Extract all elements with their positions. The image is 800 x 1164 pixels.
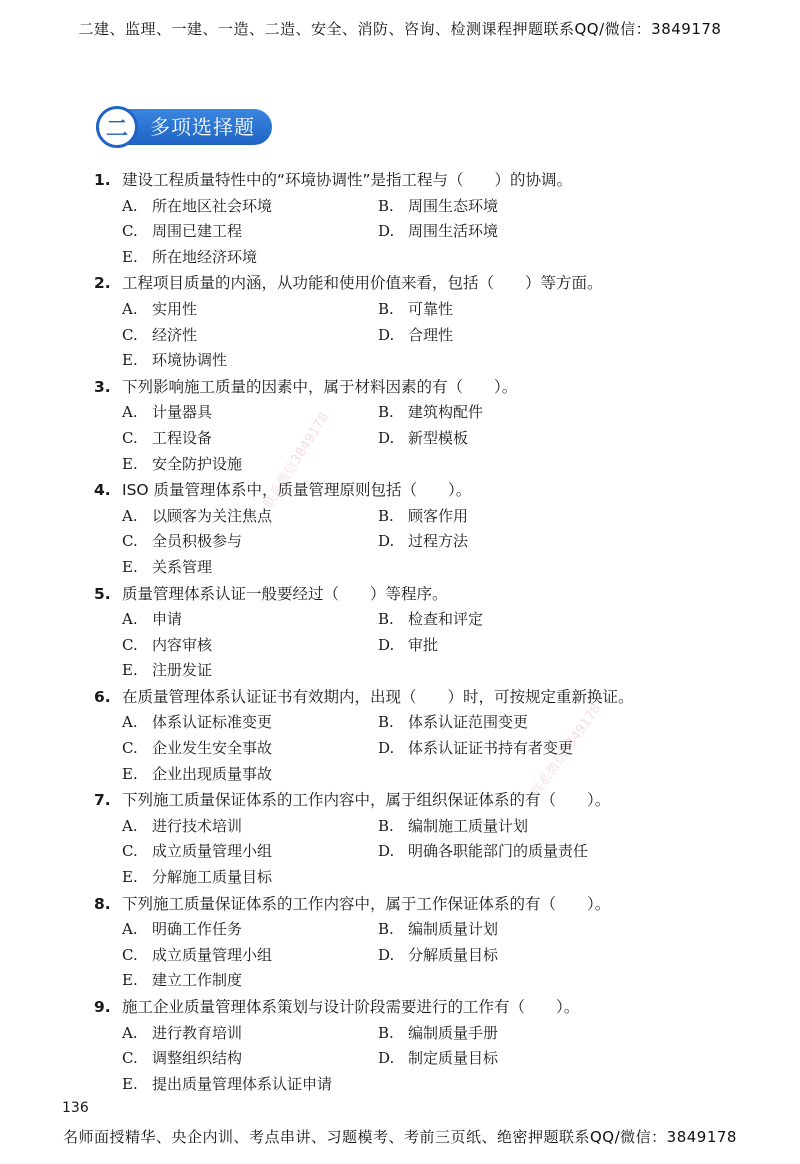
option-text: 体系认证范围变更 [408,713,529,732]
option-letter: A. [122,506,138,525]
option-letter: B. [378,713,394,732]
option-text: 周围已建工程 [152,222,243,241]
question-number: 2. [94,274,111,293]
question-text: 下列施工质量保证体系的工作内容中，属于组织保证体系的有（ ）。 [122,791,611,810]
watermark: 联系微信3849178 [528,701,605,800]
option-b [378,504,634,530]
option-text: 内容审核 [152,635,213,654]
option-b [378,297,634,323]
option-text: 体系认证标准变更 [152,713,273,732]
option-list [94,710,754,787]
question-item [94,375,754,477]
option-b [378,194,634,220]
option-a [122,297,378,323]
option-b [378,1021,634,1047]
option-list [94,1021,754,1098]
question-text: 施工企业质量管理体系策划与设计阶段需要进行的工作有（ ）。 [122,998,580,1016]
option-c [122,736,378,762]
option-text: 进行教育培训 [152,1023,243,1042]
option-d [378,736,634,762]
question-number: 8. [94,894,111,913]
option-letter: B. [378,1023,394,1042]
option-text: 工程设备 [152,428,213,447]
option-c [122,633,378,659]
option-letter: A. [122,920,138,939]
option-text: 关系管理 [152,557,213,576]
option-d [378,1046,634,1072]
option-letter: A. [122,1023,138,1042]
option-letter: D. [378,222,395,241]
option-e [122,555,378,581]
section-badge [96,106,272,148]
option-letter: D. [378,635,395,654]
question-text: ISO 质量管理体系中，质量管理原则包括（ ）。 [122,481,472,500]
option-letter: C. [122,635,138,654]
question-text: 建设工程质量特性中的“环境协调性”是指工程与（ ）的协调。 [122,171,573,189]
question-list [94,168,754,1098]
option-a [122,1021,378,1047]
option-text: 编制施工质量计划 [408,816,529,835]
option-letter: E. [122,868,138,887]
question-stem [94,995,754,1021]
option-letter: A. [122,299,138,318]
option-e [122,658,378,684]
option-d [378,633,634,659]
question-item [94,271,754,373]
option-text: 调整组织结构 [152,1049,243,1068]
option-text: 体系认证证书持有者变更 [408,739,574,758]
option-d [378,943,634,969]
option-letter: D. [378,945,395,964]
question-number: 7. [94,791,111,810]
option-letter: C. [122,945,138,964]
option-c [122,1046,378,1072]
question-number: 5. [94,584,111,603]
option-text: 企业发生安全事故 [152,739,273,758]
option-list [94,814,754,891]
question-text: 在质量管理体系认证证书有效期内，出现（ ）时，可按规定重新换证。 [122,687,634,706]
option-text: 成立质量管理小组 [152,842,273,861]
option-b [378,400,634,426]
option-letter: E. [122,971,138,990]
option-list [94,194,754,271]
option-letter: C. [122,842,138,861]
option-text: 经济性 [152,325,198,344]
watermark: 联系微信3849178 [261,409,333,512]
option-a [122,400,378,426]
option-c [122,219,378,245]
option-text: 所在地区社会环境 [152,196,273,215]
option-text: 申请 [152,610,183,629]
option-text: 顾客作用 [408,506,469,525]
option-a [122,917,378,943]
option-text: 建筑构配件 [408,403,484,422]
option-text: 分解施工质量目标 [152,868,273,887]
option-list [94,297,754,374]
option-text: 所在地经济环境 [152,247,258,266]
question-stem [94,375,754,401]
question-number: 6. [94,687,111,706]
option-text: 周围生态环境 [408,196,499,215]
section-title: 多项选择题 [150,115,255,139]
option-text: 以顾客为关注焦点 [152,506,273,525]
option-letter: E. [122,351,138,370]
option-text: 制定质量目标 [408,1049,499,1068]
option-e [122,348,378,374]
option-a [122,504,378,530]
option-letter: B. [378,299,394,318]
option-c [122,426,378,452]
option-text: 建立工作制度 [152,971,243,990]
option-text: 新型模板 [408,428,469,447]
option-letter: B. [378,196,394,215]
option-letter: E. [122,1074,138,1093]
option-letter: B. [378,506,394,525]
option-text: 检查和评定 [408,610,484,629]
question-item [94,168,754,270]
option-text: 编制质量计划 [408,920,499,939]
option-text: 明确工作任务 [152,920,243,939]
option-letter: D. [378,532,395,551]
option-text: 安全防护设施 [152,454,243,473]
option-letter: E. [122,557,138,576]
option-text: 合理性 [408,325,454,344]
option-letter: D. [378,739,395,758]
option-text: 实用性 [152,299,198,318]
option-letter: A. [122,610,138,629]
option-letter: D. [378,1049,395,1068]
option-c [122,529,378,555]
question-text: 下列影响施工质量的因素中，属于材料因素的有（ ）。 [122,377,518,396]
option-letter: A. [122,816,138,835]
footer-banner: 名师面授精华、央企内训、考点串讲、习题模考、考前三页纸、绝密押题联系QQ/微信：3849178 [63,1128,737,1146]
option-letter: D. [378,325,395,344]
question-number: 1. [94,171,111,189]
option-text: 明确各职能部门的质量责任 [408,842,589,861]
option-text: 计量器具 [152,403,213,422]
question-number: 9. [94,998,111,1016]
option-e [122,865,378,891]
option-a [122,607,378,633]
question-stem [94,478,754,504]
question-item [94,478,754,580]
option-text: 全员积极参与 [152,532,243,551]
option-letter: A. [122,403,138,422]
question-number: 4. [94,481,111,500]
option-text: 可靠性 [408,299,454,318]
question-stem [94,892,754,918]
option-a [122,194,378,220]
option-letter: C. [122,428,138,447]
option-letter: B. [378,816,394,835]
question-item [94,788,754,890]
option-text: 提出质量管理体系认证申请 [152,1074,333,1093]
question-text: 工程项目质量的内涵，从功能和使用价值来看，包括（ ）等方面。 [122,274,603,293]
option-list [94,607,754,684]
option-letter: A. [122,713,138,732]
option-letter: C. [122,1049,138,1068]
option-text: 分解质量目标 [408,945,499,964]
option-c [122,323,378,349]
section-number-circle: 二 [96,106,138,148]
option-text: 进行技术培训 [152,816,243,835]
option-letter: D. [378,842,395,861]
option-d [378,323,634,349]
question-item [94,685,754,787]
option-letter: C. [122,222,138,241]
option-list [94,400,754,477]
question-text: 下列施工质量保证体系的工作内容中，属于工作保证体系的有（ ）。 [122,894,611,913]
option-text: 编制质量手册 [408,1023,499,1042]
option-b [378,710,634,736]
question-item [94,995,754,1097]
question-number: 3. [94,377,111,396]
option-a [122,710,378,736]
option-d [378,839,634,865]
header-banner: 二建、监理、一建、一造、二造、安全、消防、咨询、检测课程押题联系QQ/微信：3849178 [78,20,722,38]
option-letter: B. [378,610,394,629]
option-a [122,814,378,840]
question-stem [94,582,754,608]
option-d [378,529,634,555]
option-letter: A. [122,196,138,215]
option-e [122,452,378,478]
question-item [94,892,754,994]
option-letter: E. [122,661,138,680]
option-letter: C. [122,325,138,344]
option-text: 周围生活环境 [408,222,499,241]
option-b [378,814,634,840]
option-e [122,762,378,788]
option-list [94,917,754,994]
question-stem [94,271,754,297]
option-b [378,917,634,943]
option-e [122,245,378,271]
option-e [122,1072,378,1098]
question-stem [94,685,754,711]
option-letter: E. [122,454,138,473]
option-b [378,607,634,633]
question-text: 质量管理体系认证一般要经过（ ）等程序。 [122,584,448,603]
question-stem [94,168,754,194]
option-text: 成立质量管理小组 [152,945,273,964]
option-text: 过程方法 [408,532,469,551]
option-text: 审批 [408,635,439,654]
option-text: 企业出现质量事故 [152,764,273,783]
option-letter: E. [122,247,138,266]
question-item [94,582,754,684]
option-letter: E. [122,764,138,783]
option-letter: C. [122,739,138,758]
option-c [122,943,378,969]
option-c [122,839,378,865]
option-d [378,426,634,452]
option-letter: C. [122,532,138,551]
option-text: 注册发证 [152,661,213,680]
option-text: 环境协调性 [152,351,228,370]
option-letter: B. [378,920,394,939]
option-d [378,219,634,245]
question-stem [94,788,754,814]
option-letter: D. [378,428,395,447]
page-number: 136 [62,1100,89,1116]
option-e [122,968,378,994]
option-list [94,504,754,581]
option-letter: B. [378,403,394,422]
